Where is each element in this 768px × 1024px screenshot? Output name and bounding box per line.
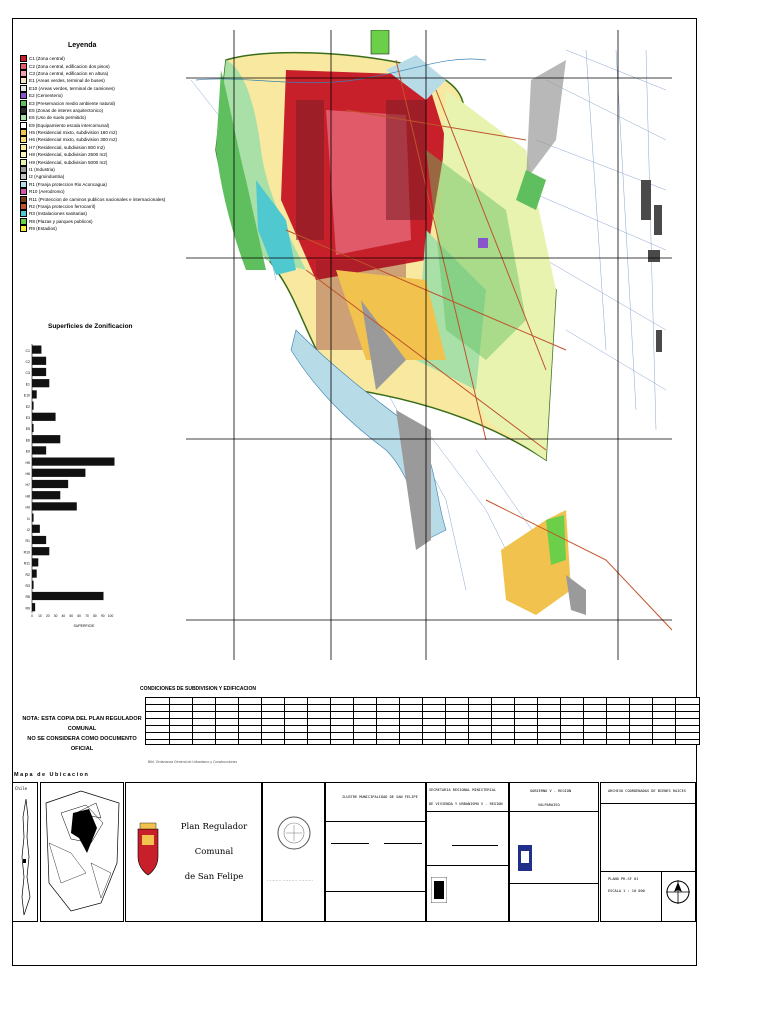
plan-title-line-1: Plan Regulador Comunal [180, 822, 248, 857]
chart-bar [32, 413, 56, 421]
chart-category-label: H5 [25, 460, 30, 465]
chart-category-label: C2 [25, 360, 30, 365]
chart-x-label: SUPERFICIE [73, 623, 95, 628]
table-column-divider [192, 698, 193, 744]
legend-item [20, 136, 190, 143]
chart-category-label: H9 [25, 505, 30, 510]
legend-item [20, 144, 190, 151]
legend-item [20, 195, 190, 202]
chart-tick-label: 50 [69, 613, 74, 618]
table-column-divider [652, 698, 653, 744]
chart-tick-label: 70 [85, 613, 89, 618]
commune-map-panel [40, 782, 124, 922]
chart-category-label: R9 [25, 606, 30, 611]
legend-label: E1 (Areas verdes, terminal de buses) [29, 78, 105, 84]
chart-category-label: E2 [25, 404, 30, 409]
municipality-name: ILUSTRE MUNICIPALIDAD DE SAN FELIPE [342, 795, 418, 799]
table-column-divider [491, 698, 492, 744]
zone-e2-cemetery [478, 238, 488, 248]
legend-item [20, 218, 190, 225]
note-line-1: NOTA: ESTA COPIA DEL PLAN REGULADOR COMUNAL [22, 716, 142, 732]
location-map-title: Mapa de Ubicacion [14, 772, 90, 778]
legend-swatch [20, 173, 27, 180]
legend-item [20, 188, 190, 195]
legend-item [20, 203, 190, 210]
table-column-divider [399, 698, 400, 744]
chart-tick-label: 60 [77, 613, 81, 618]
table-column-divider [468, 698, 469, 744]
chart-bar [32, 390, 37, 398]
seal-panel [262, 782, 325, 922]
legend-label: H8 (Residencial, subdivision 2500 m2) [29, 152, 108, 158]
legend-label: E5 (Zonas de interes arquitectonico) [29, 107, 104, 113]
legend-swatch [20, 218, 27, 225]
note-text [17, 714, 147, 754]
source-text: Bibl. Ordenanza General de Urbanismo y Construcciones [148, 760, 238, 764]
gobierno-label: GOBIERNO V - REGION [530, 789, 572, 793]
legend-swatch [20, 166, 27, 173]
plan-title [168, 815, 260, 890]
legend-label: R3 (Instalaciones sanitarias) [29, 211, 87, 217]
chart-tick-label: 30 [53, 613, 58, 618]
table-column-divider [261, 698, 262, 744]
chart-category-label: R2 [25, 572, 30, 577]
conditions-title: CONDICIONES DE SUBDIVISION Y EDIFICACION [140, 686, 256, 692]
legend-label: H5 (Residencial mixto, subdivision 160 m2) [29, 130, 118, 136]
chart-category-label: I1 [27, 516, 30, 521]
chart-bar [32, 424, 34, 432]
chart-category-label: E9 [25, 449, 30, 454]
legend-swatch [20, 203, 27, 210]
chart-bar [32, 368, 46, 376]
table-column-divider [376, 698, 377, 744]
legend-item [20, 55, 190, 62]
table-column-divider [445, 698, 446, 744]
table-column-divider [606, 698, 607, 744]
legend-label: H6 (Residencial mixto, subdivision 300 m2) [29, 137, 118, 143]
chart-category-label: E3 [25, 416, 30, 421]
municipality-panel [325, 782, 426, 922]
legend-title: Leyenda [68, 42, 97, 49]
chart-category-label: E1 [25, 382, 30, 387]
table-column-divider [215, 698, 216, 744]
legend-swatch [20, 114, 27, 121]
chart-category-label: I2 [27, 528, 30, 533]
chile-map-panel [12, 782, 38, 922]
chart-category-label: R10 [23, 550, 30, 555]
chart-category-label: H6 [25, 472, 30, 477]
chart-tick-label: 80 [93, 613, 97, 618]
legend-swatch [20, 92, 27, 99]
legend-label: E6 (Uso de suelo permitido) [29, 115, 86, 121]
chart-tick-label: 10 [38, 613, 42, 618]
chart-category-label: R3 [25, 584, 30, 589]
table-column-divider [675, 698, 676, 744]
chart-bar [32, 379, 49, 387]
legend-label: I2 (Agroindustria) [29, 174, 65, 180]
table-column-divider [307, 698, 308, 744]
legend-swatch [20, 225, 27, 232]
legend-swatch [20, 85, 27, 92]
legend-label: R9 (Estadios) [29, 226, 57, 232]
zoning-map [186, 30, 672, 660]
legend-item [20, 210, 190, 217]
legend-item [20, 70, 190, 77]
seal-caption: ·········· ·········· ·········· [267, 879, 314, 882]
chart-bar [32, 446, 46, 454]
legend-swatch [20, 144, 27, 151]
legend-item [20, 129, 190, 136]
legend-label: E2 (Cementerio) [29, 93, 63, 99]
chart-category-label: R11 [23, 561, 30, 566]
chart-bar [32, 570, 37, 578]
legend-item [20, 92, 190, 99]
chart-bar [32, 357, 46, 365]
chart-bar [32, 346, 41, 354]
legend-label: R2 (Franja proteccion ferrocarril) [29, 204, 96, 209]
chart-category-label: H7 [25, 483, 30, 488]
legend-item [20, 181, 190, 188]
chart-category-label: H8 [25, 494, 30, 499]
legend-swatch [20, 210, 27, 217]
chart-tick-label: 40 [61, 613, 66, 618]
legend-label: H9 (Residencial, subdivision 5000 m2) [29, 159, 108, 165]
chart-bar [32, 581, 34, 589]
chile-label: Chile [15, 786, 28, 791]
chart-category-label: C1 [25, 348, 30, 353]
legend-item [20, 151, 190, 158]
legend-item [20, 225, 190, 232]
legend-label: R1 (Franja proteccion Rio Aconcagua) [29, 181, 107, 187]
chart-bar [32, 514, 34, 522]
table-column-divider [353, 698, 354, 744]
chart-bar [32, 458, 115, 466]
chile-outline-icon [14, 797, 38, 917]
chart-category-label: E10 [23, 393, 30, 398]
region-label: VALPARAISO [538, 803, 560, 807]
legend-swatch [20, 181, 27, 188]
zone-r8-north [371, 30, 389, 54]
chart-bar [32, 547, 49, 555]
chart-category-label: E6 [25, 438, 30, 443]
chart-bar [32, 558, 38, 566]
chart-bar [32, 402, 34, 410]
legend-item [20, 77, 190, 84]
legend-swatch [20, 188, 27, 195]
legend-label: H7 (Residencial, subdivision 800 m2) [29, 144, 105, 150]
legend-item [20, 158, 190, 165]
chart-bar [32, 491, 60, 499]
legend-swatch [20, 129, 27, 136]
legend-label: R10 (Aerodromo) [29, 189, 65, 195]
table-column-divider [169, 698, 170, 744]
chart-tick-label: 100 [107, 613, 114, 618]
chart-bar [32, 480, 68, 488]
legend-label: R8 (Plazas y parques publicos) [29, 218, 93, 224]
zoning-area-chart [18, 340, 148, 670]
legend-label: I1 (Industria) [29, 167, 55, 173]
san-felipe-coat-of-arms-icon [134, 821, 162, 881]
chart-bar [32, 469, 85, 477]
legend-swatch [20, 77, 27, 84]
seremi-line-2: DE VIVIENDA Y URBANISMO V - REGION [429, 802, 503, 806]
legend-swatch [20, 100, 27, 107]
legend-swatch [20, 159, 27, 166]
chart-bar [32, 435, 60, 443]
legend-item [20, 114, 190, 121]
chart-bar [32, 603, 35, 611]
table-column-divider [422, 698, 423, 744]
gobierno-logo-icon [518, 845, 532, 871]
legend-label: E3 (Preservacion medio ambiente natural) [29, 100, 116, 106]
chart-bar [32, 592, 104, 600]
archivo-label: ARCHIVO COORDENADAS DE BIENES RAICES [608, 789, 686, 793]
note-line-2: NO SE CONSIDERA COMO DOCUMENTO OFICIAL [27, 736, 137, 752]
chart-tick-label: 0 [31, 613, 33, 618]
commune-map-icon [41, 783, 123, 919]
conditions-table [145, 697, 700, 745]
legend-item [20, 99, 190, 106]
chart-bar [32, 536, 46, 544]
north-arrow-icon [665, 879, 691, 905]
legend-label: C3 (Zona central, edificacion en altura) [29, 70, 109, 76]
municipal-seal-icon [274, 803, 314, 863]
legend-item [20, 166, 190, 173]
legend-swatch [20, 122, 27, 129]
legend-swatch [20, 151, 27, 158]
chart-tick-label: 20 [45, 613, 50, 618]
table-column-divider [238, 698, 239, 744]
chart-category-label: E5 [25, 427, 30, 432]
plan-title-line-2: de San Felipe [184, 872, 244, 882]
legend-swatch [20, 107, 27, 114]
legend [20, 55, 190, 232]
legend-item [20, 62, 190, 69]
chart-category-label: C3 [25, 371, 30, 376]
legend-swatch [20, 136, 27, 143]
seremi-panel [426, 782, 509, 922]
legend-swatch [20, 70, 27, 77]
chart-category-label: R1 [25, 539, 30, 544]
sheet-info-panel [600, 782, 696, 922]
chart-category-label: R8 [25, 595, 30, 600]
seremi-line-1: SECRETARIA REGIONAL MINISTERIAL [429, 788, 497, 792]
legend-item [20, 122, 190, 129]
legend-item [20, 173, 190, 180]
legend-swatch [20, 196, 27, 203]
table-column-divider [560, 698, 561, 744]
legend-item [20, 85, 190, 92]
gobierno-panel [509, 782, 599, 922]
legend-item [20, 107, 190, 114]
chart-title: Superficies de Zonificacion [48, 323, 133, 330]
table-column-divider [537, 698, 538, 744]
table-column-divider [629, 698, 630, 744]
chart-bar [32, 502, 77, 510]
table-column-divider [284, 698, 285, 744]
legend-label: E9 (Equipamiento escala intercomunal) [29, 122, 110, 128]
table-column-divider [330, 698, 331, 744]
seremi-logo-icon [431, 877, 447, 903]
escala-label: ESCALA 1 : 10 000 [608, 889, 645, 893]
chart-bar [32, 525, 40, 533]
legend-label: R11 (Proteccion de caminos publicos nacionales e internacionales) [29, 196, 166, 202]
legend-swatch [20, 55, 27, 62]
legend-label: C2 (Zona central, edificacion dos pisos) [29, 63, 110, 69]
chart-tick-label: 90 [100, 613, 105, 618]
plano-label: PLANO PR-SF 01 [608, 877, 639, 881]
table-column-divider [514, 698, 515, 744]
table-column-divider [583, 698, 584, 744]
legend-label: E10 (Areas verdes, terminal de camiones) [29, 85, 115, 91]
legend-swatch [20, 63, 27, 70]
legend-label: C1 (Zona central) [29, 56, 65, 62]
